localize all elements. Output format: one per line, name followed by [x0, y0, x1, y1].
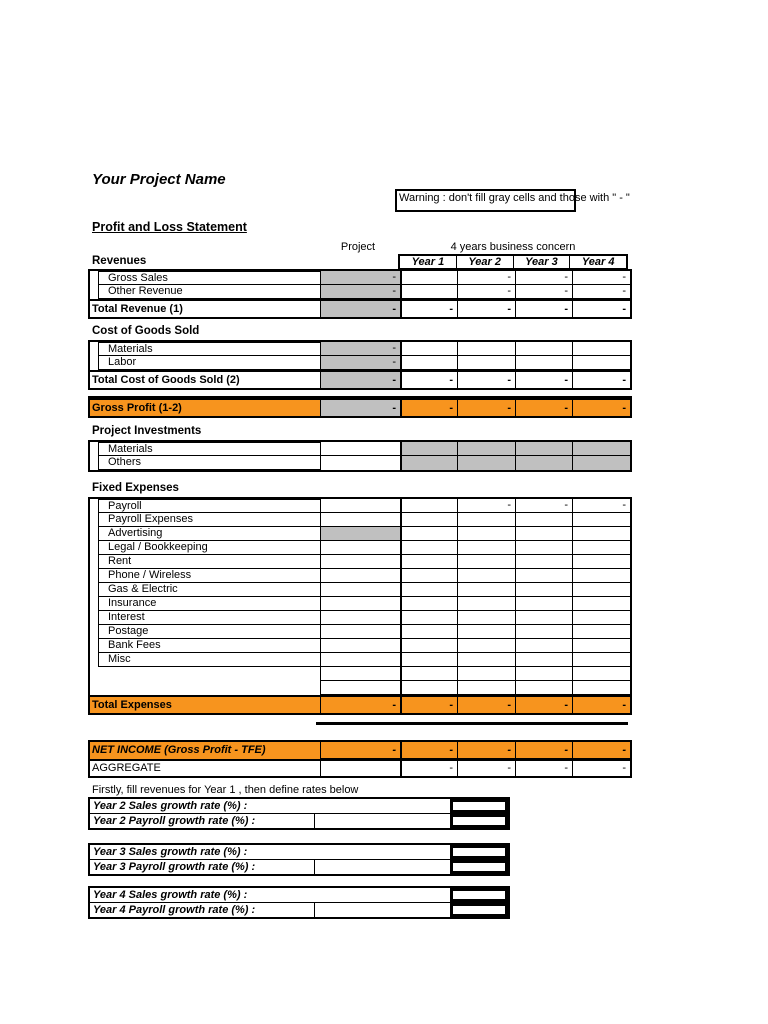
cell-postage-year-4[interactable]: [572, 625, 630, 639]
growth-rate-input[interactable]: [450, 888, 508, 902]
growth-label: Year 2 Payroll growth rate (%) :: [90, 814, 315, 828]
cell-total-cost-of-goods-sold-2-year-1: -: [400, 372, 457, 388]
growth-label: Year 4 Payroll growth rate (%) :: [90, 903, 315, 917]
table-row: [90, 597, 630, 611]
growth-row: [90, 888, 508, 902]
cell-total-cost-of-goods-sold-2-year-3: -: [515, 372, 572, 388]
row-label: Rent: [98, 555, 320, 569]
growth-row: [90, 902, 508, 917]
row-label-cell: [90, 301, 320, 317]
row-label: Total Expenses: [90, 697, 320, 713]
cell-legal-bookkeeping-year-4[interactable]: [572, 541, 630, 555]
table-row: [90, 456, 630, 470]
cell-others-year-2: [457, 456, 515, 470]
cell-misc-project[interactable]: [320, 653, 400, 667]
row-label-cell: [90, 569, 320, 583]
cell-advertising-project: [320, 527, 400, 541]
cell-materials-year-2: [457, 442, 515, 456]
cell-payroll-year-3: -: [515, 499, 572, 513]
row-label-cell: [90, 400, 320, 416]
growth-label: Year 3 Payroll growth rate (%) :: [90, 860, 315, 874]
cell-others-year-4: [572, 456, 630, 470]
cell-interest-year-1[interactable]: [400, 611, 457, 625]
cell-net-income-gross-profit-tfe-year-2: -: [457, 742, 515, 759]
statement-title: Profit and Loss Statement: [92, 220, 247, 234]
growth-spacer-cell: [315, 860, 450, 874]
cell-total-expenses-year-3: -: [515, 697, 572, 713]
cell-aggregate-project[interactable]: [320, 761, 400, 776]
cell-gross-sales-year-1[interactable]: [400, 271, 457, 285]
section-box-revenues: [88, 269, 632, 319]
cell-payroll-year-4: -: [572, 499, 630, 513]
cell-interest-year-2[interactable]: [457, 611, 515, 625]
cell-gross-sales-project: -: [320, 271, 400, 285]
cell-phone-wireless-year-4[interactable]: [572, 569, 630, 583]
cell-materials-year-1: [400, 442, 457, 456]
growth-spacer-cell: [315, 903, 450, 917]
growth-spacer-cell: [315, 814, 450, 828]
cell-bank-fees-project[interactable]: [320, 639, 400, 653]
cell-rent-year-2[interactable]: [457, 555, 515, 569]
cell-gross-sales-year-2: -: [457, 271, 515, 285]
cell-misc-year-1[interactable]: [400, 653, 457, 667]
cell-gas-electric-year-1[interactable]: [400, 583, 457, 597]
cell-other-revenue-year-3: -: [515, 285, 572, 299]
cell-rent-year-4[interactable]: [572, 555, 630, 569]
table-row: [90, 681, 630, 695]
row-label-cell: [90, 342, 320, 356]
table-row: [90, 639, 630, 653]
cell-phone-wireless-year-1[interactable]: [400, 569, 457, 583]
cell-materials-project[interactable]: [320, 442, 400, 456]
cell-legal-bookkeeping-project[interactable]: [320, 541, 400, 555]
growth-block-2: [88, 797, 510, 830]
cell-postage-year-1[interactable]: [400, 625, 457, 639]
year-header-row: [398, 254, 628, 270]
cell-advertising-year-3[interactable]: [515, 527, 572, 541]
cell-row-year-3[interactable]: [515, 681, 572, 695]
table-row: [90, 555, 630, 569]
growth-rate-input[interactable]: [450, 845, 508, 859]
cell-payroll-project[interactable]: [320, 499, 400, 513]
cell-others-year-3: [515, 456, 572, 470]
section-heading-fixed-expenses: Fixed Expenses: [92, 482, 179, 494]
cell-payroll-expenses-year-3[interactable]: [515, 513, 572, 527]
cell-aggregate-year-3: -: [515, 761, 572, 776]
cell-labor-year-4[interactable]: [572, 356, 630, 370]
cell-interest-project[interactable]: [320, 611, 400, 625]
cell-aggregate-year-1: -: [400, 761, 457, 776]
row-label: Total Revenue (1): [92, 302, 183, 315]
cell-gross-profit-1-2-year-1: -: [400, 400, 457, 416]
concern-header: 4 years business concern: [450, 241, 576, 253]
growth-rate-input[interactable]: [450, 814, 508, 828]
row-label-cell: [90, 285, 320, 299]
table-row: [90, 742, 630, 759]
cell-net-income-gross-profit-tfe-project: -: [320, 742, 400, 759]
table-row: [90, 513, 630, 527]
row-label: Materials: [98, 442, 320, 456]
page-title: Your Project Name: [92, 171, 226, 188]
cell-row-year-4[interactable]: [572, 667, 630, 681]
table-row: [90, 611, 630, 625]
cell-misc-year-2[interactable]: [457, 653, 515, 667]
row-label: NET INCOME (Gross Profit - TFE): [90, 742, 320, 759]
section-heading-project-investments: Project Investments: [92, 425, 202, 437]
row-label-cell: [90, 681, 320, 695]
row-label-cell: [90, 653, 320, 667]
row-label: Labor: [98, 356, 320, 370]
cell-others-year-1: [400, 456, 457, 470]
section-box-grossprofit: [88, 396, 632, 418]
project-column-header: Project: [340, 241, 376, 253]
row-label: Payroll Expenses: [98, 513, 320, 527]
cell-gas-electric-year-2[interactable]: [457, 583, 515, 597]
table-row: [90, 398, 630, 416]
cell-insurance-year-1[interactable]: [400, 597, 457, 611]
cell-total-cost-of-goods-sold-2-year-4: -: [572, 372, 630, 388]
row-label-cell: [90, 541, 320, 555]
cell-other-revenue-year-2: -: [457, 285, 515, 299]
cell-total-revenue-1-year-1: -: [400, 301, 457, 317]
cell-misc-year-4[interactable]: [572, 653, 630, 667]
cell-gross-profit-1-2-year-3: -: [515, 400, 572, 416]
row-label-cell: [90, 742, 320, 759]
row-label-cell: [90, 583, 320, 597]
cell-bank-fees-year-4[interactable]: [572, 639, 630, 653]
cell-row-year-2[interactable]: [457, 681, 515, 695]
cell-labor-year-3[interactable]: [515, 356, 572, 370]
row-label-cell: [90, 442, 320, 456]
row-label-cell: [90, 513, 320, 527]
table-row: [90, 342, 630, 356]
row-label: Postage: [98, 625, 320, 639]
cell-materials-year-3[interactable]: [515, 342, 572, 356]
cell-rent-project[interactable]: [320, 555, 400, 569]
row-label-cell: [90, 356, 320, 370]
cell-payroll-year-2: -: [457, 499, 515, 513]
cell-legal-bookkeeping-year-3[interactable]: [515, 541, 572, 555]
table-row: [90, 569, 630, 583]
cell-net-income-gross-profit-tfe-year-1: -: [400, 742, 457, 759]
cell-aggregate-year-4: -: [572, 761, 630, 776]
year-header-year-3: Year 3: [513, 256, 570, 268]
table-row: [90, 499, 630, 513]
cell-bank-fees-year-3[interactable]: [515, 639, 572, 653]
cell-materials-project: -: [320, 342, 400, 356]
cell-net-income-gross-profit-tfe-year-3: -: [515, 742, 572, 759]
growth-row: [90, 845, 508, 859]
growth-label: Year 3 Sales growth rate (%) :: [93, 845, 248, 858]
row-label-cell: [90, 625, 320, 639]
growth-block-3: [88, 843, 510, 876]
cell-total-expenses-project: -: [320, 697, 400, 713]
cell-row-year-1[interactable]: [400, 681, 457, 695]
cell-phone-wireless-project[interactable]: [320, 569, 400, 583]
cell-labor-year-2[interactable]: [457, 356, 515, 370]
row-label-cell: [90, 372, 320, 388]
row-label: Legal / Bookkeeping: [98, 541, 320, 555]
section-heading-cost-of-goods-sold: Cost of Goods Sold: [92, 325, 200, 337]
table-row: [90, 356, 630, 370]
table-row: [90, 759, 630, 776]
cell-gas-electric-year-4[interactable]: [572, 583, 630, 597]
cell-payroll-year-1[interactable]: [400, 499, 457, 513]
growth-label: Year 4 Sales growth rate (%) :: [93, 888, 248, 901]
cell-total-cost-of-goods-sold-2-project: -: [320, 372, 400, 388]
row-label: Other Revenue: [98, 285, 320, 299]
cell-gross-profit-1-2-year-2: -: [457, 400, 515, 416]
cell-insurance-year-3[interactable]: [515, 597, 572, 611]
cell-gas-electric-year-3[interactable]: [515, 583, 572, 597]
cell-materials-year-1[interactable]: [400, 342, 457, 356]
table-row: [90, 541, 630, 555]
table-row: [90, 583, 630, 597]
growth-rate-input[interactable]: [450, 860, 508, 874]
row-label-cell: [90, 761, 320, 776]
cell-advertising-year-4[interactable]: [572, 527, 630, 541]
growth-rate-input[interactable]: [450, 799, 508, 813]
row-label: Phone / Wireless: [98, 569, 320, 583]
growth-row: [90, 813, 508, 828]
row-label: AGGREGATE: [92, 762, 161, 774]
section-box-investments: [88, 440, 632, 472]
table-row: [90, 285, 630, 299]
row-label: Materials: [98, 342, 320, 356]
cell-gross-profit-1-2-project: -: [320, 400, 400, 416]
cell-misc-year-3[interactable]: [515, 653, 572, 667]
growth-row: [90, 859, 508, 874]
table-row: [90, 667, 630, 681]
cell-other-revenue-year-1[interactable]: [400, 285, 457, 299]
row-label-cell: [90, 271, 320, 285]
cell-row-project[interactable]: [320, 667, 400, 681]
cell-row-project[interactable]: [320, 681, 400, 695]
cell-total-cost-of-goods-sold-2-year-2: -: [457, 372, 515, 388]
year-header-year-4: Year 4: [569, 256, 626, 268]
table-row: [90, 271, 630, 285]
cell-gross-profit-1-2-year-4: -: [572, 400, 630, 416]
table-row: [90, 370, 630, 388]
cell-row-year-3[interactable]: [515, 667, 572, 681]
cell-others-project[interactable]: [320, 456, 400, 470]
cell-phone-wireless-year-2[interactable]: [457, 569, 515, 583]
cell-total-revenue-1-project: -: [320, 301, 400, 317]
growth-block-4: [88, 886, 510, 919]
cell-payroll-expenses-project[interactable]: [320, 513, 400, 527]
subtotal-divider-line: [316, 722, 628, 725]
cell-postage-year-3[interactable]: [515, 625, 572, 639]
cell-labor-project: -: [320, 356, 400, 370]
cell-postage-year-2[interactable]: [457, 625, 515, 639]
cell-total-expenses-year-4: -: [572, 697, 630, 713]
cell-interest-year-4[interactable]: [572, 611, 630, 625]
warning-text: Warning : don't fill gray cells and those with " - ": [399, 192, 630, 204]
row-label: Bank Fees: [98, 639, 320, 653]
row-label-cell: [90, 597, 320, 611]
cell-legal-bookkeeping-year-2[interactable]: [457, 541, 515, 555]
table-row: [90, 527, 630, 541]
instruction-note: Firstly, fill revenues for Year 1 , then define rates below: [92, 784, 359, 796]
growth-rate-input[interactable]: [450, 903, 508, 917]
row-label: Payroll: [98, 499, 320, 513]
cell-total-revenue-1-year-4: -: [572, 301, 630, 317]
cell-payroll-expenses-year-4[interactable]: [572, 513, 630, 527]
row-label-cell: [90, 555, 320, 569]
row-label: Misc: [98, 653, 320, 667]
cell-insurance-year-2[interactable]: [457, 597, 515, 611]
year-header-year-1: Year 1: [411, 256, 445, 268]
row-label: Advertising: [98, 527, 320, 541]
cell-row-year-2[interactable]: [457, 667, 515, 681]
cell-other-revenue-project: -: [320, 285, 400, 299]
table-row: [90, 442, 630, 456]
section-box-fixed: [88, 497, 632, 715]
cell-total-expenses-year-2: -: [457, 697, 515, 713]
cell-aggregate-year-2: -: [457, 761, 515, 776]
row-label-cell: [90, 611, 320, 625]
cell-advertising-year-1[interactable]: [400, 527, 457, 541]
cell-interest-year-3[interactable]: [515, 611, 572, 625]
row-label: Insurance: [98, 597, 320, 611]
row-label-cell: [90, 667, 320, 681]
row-label: Interest: [98, 611, 320, 625]
row-label: Others: [98, 456, 320, 470]
cell-rent-year-1[interactable]: [400, 555, 457, 569]
cell-total-revenue-1-year-2: -: [457, 301, 515, 317]
row-label-cell: [90, 499, 320, 513]
row-label: Total Cost of Goods Sold (2): [92, 373, 240, 386]
growth-row: [90, 799, 508, 813]
cell-row-year-1[interactable]: [400, 667, 457, 681]
cell-total-revenue-1-year-3: -: [515, 301, 572, 317]
row-label: Gross Sales: [98, 271, 320, 285]
cell-other-revenue-year-4: -: [572, 285, 630, 299]
cell-labor-year-1[interactable]: [400, 356, 457, 370]
cell-gas-electric-project[interactable]: [320, 583, 400, 597]
section-heading-revenues: Revenues: [92, 255, 147, 267]
cell-gross-sales-year-4: -: [572, 271, 630, 285]
cell-total-expenses-year-1: -: [400, 697, 457, 713]
cell-payroll-expenses-year-1[interactable]: [400, 513, 457, 527]
cell-net-income-gross-profit-tfe-year-4: -: [572, 742, 630, 759]
table-row: [90, 653, 630, 667]
row-label-cell: [90, 639, 320, 653]
row-label-cell: [90, 527, 320, 541]
cell-phone-wireless-year-3[interactable]: [515, 569, 572, 583]
section-box-net: [88, 740, 632, 778]
cell-payroll-expenses-year-2[interactable]: [457, 513, 515, 527]
cell-gross-sales-year-3: -: [515, 271, 572, 285]
growth-label: Year 2 Sales growth rate (%) :: [93, 799, 248, 812]
table-row: [90, 695, 630, 713]
cell-materials-year-4[interactable]: [572, 342, 630, 356]
row-label: Gross Profit (1-2): [90, 400, 320, 416]
cell-row-year-4[interactable]: [572, 681, 630, 695]
cell-materials-year-2[interactable]: [457, 342, 515, 356]
cell-bank-fees-year-2[interactable]: [457, 639, 515, 653]
table-row: [90, 625, 630, 639]
section-box-cogs: [88, 340, 632, 390]
cell-advertising-year-2[interactable]: [457, 527, 515, 541]
cell-materials-year-4: [572, 442, 630, 456]
cell-rent-year-3[interactable]: [515, 555, 572, 569]
table-row: [90, 299, 630, 317]
cell-materials-year-3: [515, 442, 572, 456]
cell-legal-bookkeeping-year-1[interactable]: [400, 541, 457, 555]
cell-insurance-year-4[interactable]: [572, 597, 630, 611]
cell-insurance-project[interactable]: [320, 597, 400, 611]
row-label-cell: [90, 697, 320, 713]
cell-postage-project[interactable]: [320, 625, 400, 639]
year-header-year-2: Year 2: [456, 256, 513, 268]
row-label: Gas & Electric: [98, 583, 320, 597]
row-label-cell: [90, 456, 320, 470]
cell-bank-fees-year-1[interactable]: [400, 639, 457, 653]
